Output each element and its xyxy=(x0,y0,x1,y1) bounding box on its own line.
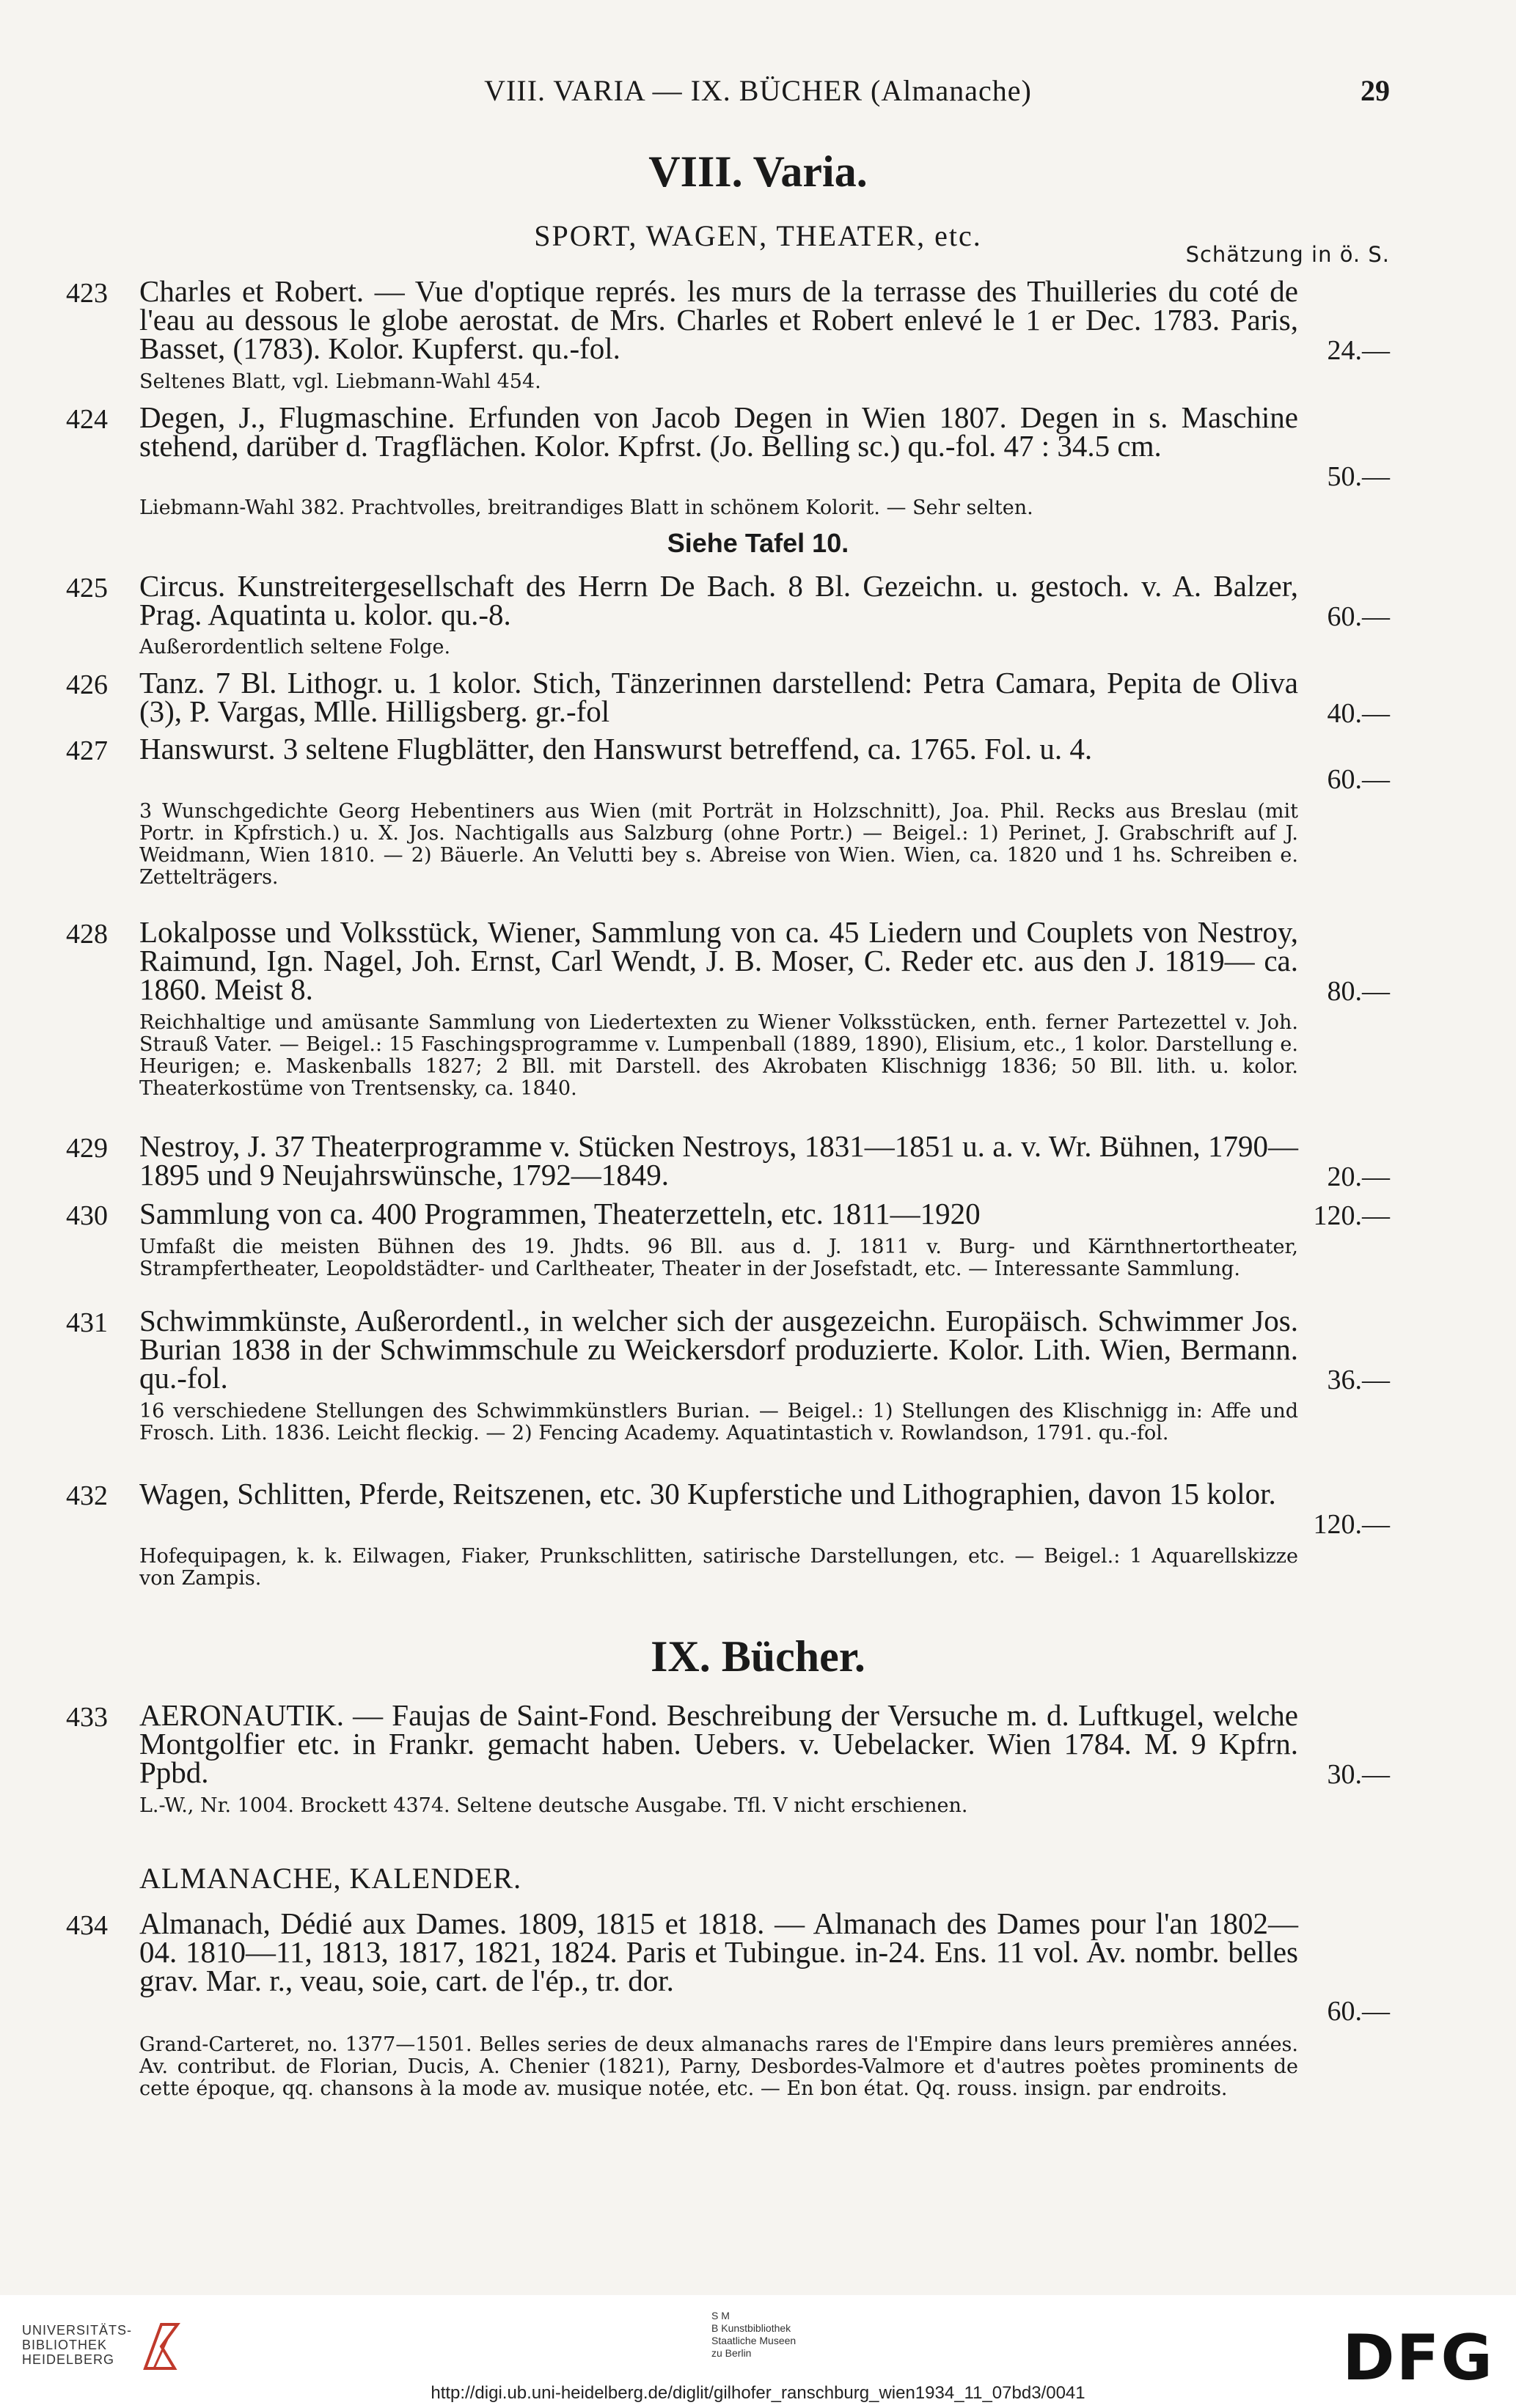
entry-text: Wagen, Schlitten, Pferde, Reitszenen, etc. 30 Kupferstiche und Lithographien, davon 15 kolor. xyxy=(139,1477,1276,1510)
entry-text: Hanswurst. 3 seltene Flugblätter, den Hanswurst betreffend, ca. 1765. Fol. u. 4. xyxy=(139,732,1093,766)
entry-price: 50.— xyxy=(1327,461,1390,492)
lot-number: 432 xyxy=(66,1480,108,1511)
uni-line: BIBLIOTHEK xyxy=(22,2338,108,2352)
subsection-almanache: ALMANACHE, KALENDER. xyxy=(139,1862,522,1895)
entry-note: Umfaßt die meisten Bühnen des 19. Jhdts. 96 Bll. aus d. J. 1811 v. Burg- und Kärnthnertortheater, Strampfertheater, Leopoldstädter- und Carltheater, Theater in der Josefstadt, etc. — Interessante Sammlung. xyxy=(139,1236,1298,1280)
entry-price: 24.— xyxy=(1327,335,1390,366)
entry-note: Liebmann-Wahl 382. Prachtvolles, breitrandiges Blatt in schönem Kolorit. — Sehr selten. xyxy=(139,496,1033,519)
entry-price: 60.— xyxy=(1327,601,1390,632)
entry-note: Seltenes Blatt, vgl. Liebmann-Wahl 454. xyxy=(139,370,541,393)
entry-text: Circus. Kunstreitergesellschaft des Herrn De Bach. 8 Bl. Gezeichn. u. gestoch. v. A. Balzer, Prag. Aquatinta u. kolor. qu.-8. xyxy=(139,569,1298,631)
entry-text: Lokalposse und Volksstück, Wiener, Sammlung von ca. 45 Liedern und Couplets von Nestroy, Raimund, Ign. Nagel, Joh. Ernst, Carl Wendt, J. B. Moser, C. Reder etc. aus den J. 1819— ca. 1860. Meist 8. xyxy=(139,915,1298,1006)
entry-text: Nestroy, J. 37 Theaterprogramme v. Stücken Nestroys, 1831—1851 u. a. v. Wr. Bühnen, 1790—1895 und 9 Neujahrswünsche, 1792—1849. xyxy=(139,1129,1298,1192)
entry-price: 80.— xyxy=(1327,976,1390,1007)
heidelberg-mark-icon xyxy=(139,2317,183,2376)
entry-text: Tanz. 7 Bl. Lithogr. u. 1 kolor. Stich, Tänzerinnen darstellend: Petra Camara, Pepita de Oliva (3), P. Vargas, Mlle. Hilligsberg. gr.-fol xyxy=(139,666,1298,728)
lot-number: 425 xyxy=(66,573,108,603)
lot-number: 430 xyxy=(66,1200,108,1231)
footer-bar xyxy=(0,2295,1516,2408)
uni-line: UNIVERSITÄTS- xyxy=(22,2323,133,2338)
uni-line: HEIDELBERG xyxy=(22,2352,115,2367)
entry-note: 16 verschiedene Stellungen des Schwimmkünstlers Burian. — Beigel.: 1) Stellungen des Klischnigg in: Affe und Frosch. Lith. 1836. Leicht fleckig. — 2) Fencing Academy. Aquatintastich v. Rowlandson, 1791. qu.-fol. xyxy=(139,1400,1298,1445)
museum-line: zu Berlin xyxy=(711,2347,752,2359)
entry-price: 30.— xyxy=(1327,1759,1390,1790)
museum-line: Staatliche Museen xyxy=(711,2335,797,2346)
museum-line: S M xyxy=(711,2310,730,2321)
running-head: VIII. VARIA — IX. BÜCHER (Almanache) xyxy=(484,74,1032,107)
source-url-link[interactable]: http://digi.ub.uni-heidelberg.de/diglit/gilhofer_ranschburg_wien1934_11_07bd3/0041 xyxy=(431,2383,1085,2403)
entry-note: L.-W., Nr. 1004. Brockett 4374. Seltene deutsche Ausgabe. Tfl. V nicht erschienen. xyxy=(139,1794,968,1817)
entry-price: 60.— xyxy=(1327,1996,1390,2027)
entry-note: Grand-Carteret, no. 1377—1501. Belles series de deux almanachs rares de l'Empire dans leurs premières années. Av. contribut. de Florian, Ducis, A. Chenier (1821), Parny, Desbordes-Valmore et d'autres poètes prominents de cette époque, qq. chansons à la mode av. musique notée, etc. — En bon état. Qq. rouss. insign. par endroits. xyxy=(139,2033,1298,2100)
entry-text: Schwimmkünste, Außerordentl., in welcher sich der ausgezeichn. Europäisch. Schwimmer Jos. Burian 1838 in der Schwimmschule zu Weickersdorf produzierte. Kolor. Lith. Wien, Bermann. qu.-fol. xyxy=(139,1304,1298,1395)
entry-text: Charles et Robert. — Vue d'optique représ. les murs de la terrasse des Thuilleries du coté de l'eau au dessous le globe aerostat. de Mrs. Charles et Robert enlevé le 1 er Dec. 1783. Paris, Basset, (1783). Kolor. Kupferst. qu.-fol. xyxy=(139,274,1298,365)
page-number: 29 xyxy=(1361,74,1390,107)
entry-text: Sammlung von ca. 400 Programmen, Theaterzetteln, etc. 1811—1920 xyxy=(139,1197,981,1230)
entry-text: Degen, J., Flugmaschine. Erfunden von Jacob Degen in Wien 1807. Degen in s. Maschine stehend, darüber d. Tragflächen. Kolor. Kpfrst. (Jo. Belling sc.) qu.-fol. 47 : 34.5 cm. xyxy=(139,400,1298,463)
dfg-logo[interactable]: DFG xyxy=(1342,2321,1494,2395)
entry-price: 60.— xyxy=(1327,764,1390,795)
lot-number: 427 xyxy=(66,735,108,766)
entry-price: 120.— xyxy=(1313,1509,1390,1540)
entry-note: Hofequipagen, k. k. Eilwagen, Fiaker, Prunkschlitten, satirische Darstellungen, etc. — Beigel.: 1 Aquarellskizze von Zampis. xyxy=(139,1545,1298,1590)
estimate-label: Schätzung in ö. S. xyxy=(1185,242,1390,267)
entry-price: 20.— xyxy=(1327,1161,1390,1192)
museum-line: B Kunstbibliothek xyxy=(711,2322,791,2334)
lot-number: 433 xyxy=(66,1702,108,1733)
section-title-buecher: IX. Bücher. xyxy=(651,1632,865,1681)
section-title-varia: VIII. Varia. xyxy=(648,147,868,196)
lot-number: 429 xyxy=(66,1133,108,1164)
lot-number: 428 xyxy=(66,919,108,950)
entry-price: 40.— xyxy=(1327,698,1390,729)
lot-number: 434 xyxy=(66,1910,108,1941)
lot-number: 423 xyxy=(66,278,108,309)
university-library-logo[interactable] xyxy=(22,2323,132,2367)
lot-number: 426 xyxy=(66,669,108,700)
entry-note: Außerordentlich seltene Folge. xyxy=(139,636,451,658)
entry-text: AERONAUTIK. — Faujas de Saint-Fond. Beschreibung der Versuche m. d. Luftkugel, welche Montgolfier etc. in Frankr. gemacht haben. Uebers. v. Uebelacker. Wien 1784. M. 9 Kpfrn. Ppbd. xyxy=(139,1698,1298,1789)
entry-text: Almanach, Dédié aux Dames. 1809, 1815 et 1818. — Almanach des Dames pour l'an 1802—04. 1810—11, 1813, 1817, 1821, 1824. Paris et Tubingue. in-24. Ens. 11 vol. Av. nombr. belles grav. Mar. r., veau, soie, cart. de l'ép., tr. dor. xyxy=(139,1906,1298,1997)
lot-number: 431 xyxy=(66,1307,108,1338)
subsection-sport: SPORT, WAGEN, THEATER, etc. xyxy=(534,219,982,252)
entry-price: 120.— xyxy=(1313,1200,1390,1231)
plate-reference: Siehe Tafel 10. xyxy=(667,528,849,558)
entry-price: 36.— xyxy=(1327,1365,1390,1395)
entry-note: 3 Wunschgedichte Georg Hebentiners aus Wien (mit Porträt in Holzschnitt), Joa. Phil. Recks aus Breslau (mit Portr. in Kpfrstich.) u. X. Jos. Nachtigalls aus Salzburg (ohne Portr.) — Beigel.: 1) Perinet, J. Grabschrift auf J. Weidmann, Wien 1810. — 2) Bäuerle. An Velutti bey s. Abreise von Wien. Wien, ca. 1820 und 1 hs. Schreiben e. Zettelträgers. xyxy=(139,800,1298,889)
museum-logo[interactable] xyxy=(711,2310,796,2360)
entry-note: Reichhaltige und amüsante Sammlung von Liedertexten zu Wiener Volksstücken, enth. ferner Partezettel v. Joh. Strauß Vater. — Beigel.: 15 Faschingsprogramme v. Lumpenball (1889, 1890), Elisium, etc., 1 kolor. Darstellung e. Heurigen; e. Maskenballs 1827; 2 Bll. mit Darstell. des Akrobaten Klischnigg 1836; 50 Bll. lith. u. kolor. Theaterkostüme von Trentsensky, ca. 1840. xyxy=(139,1011,1298,1100)
lot-number: 424 xyxy=(66,404,108,435)
